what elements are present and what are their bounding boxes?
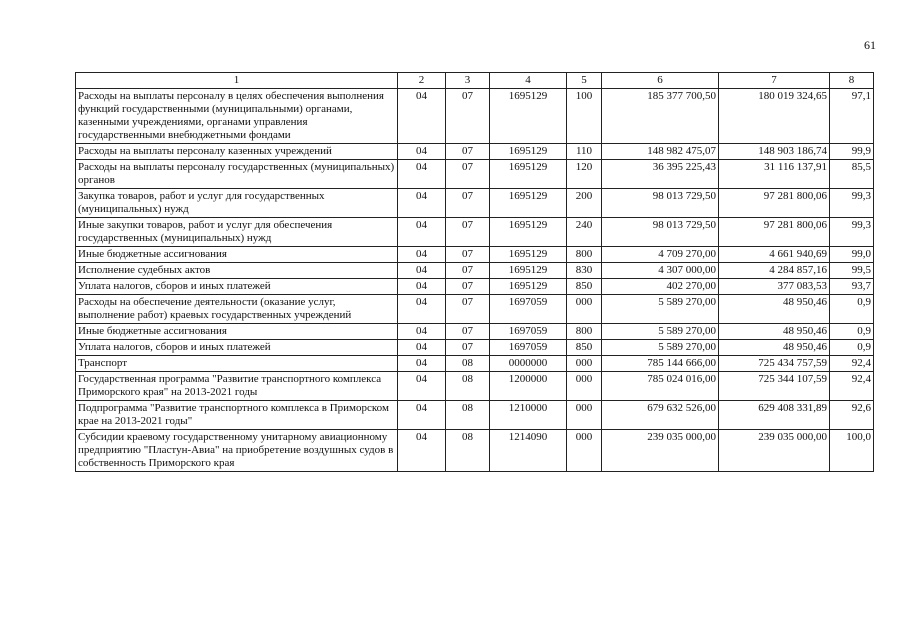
row-executed-amount-cell: 48 950,46 xyxy=(719,295,830,324)
row-executed-amount-cell: 629 408 331,89 xyxy=(719,401,830,430)
row-executed-amount-cell: 4 661 940,69 xyxy=(719,247,830,263)
row-expense-type-cell: 800 xyxy=(567,324,602,340)
row-planned-amount-cell: 4 709 270,00 xyxy=(602,247,719,263)
table-row xyxy=(76,340,874,356)
row-percent-cell: 0,9 xyxy=(830,340,874,356)
row-planned-amount-cell: 5 589 270,00 xyxy=(602,295,719,324)
row-name-cell: Иные бюджетные ассигнования xyxy=(76,324,398,340)
row-subsection-cell: 08 xyxy=(446,401,490,430)
row-subsection-cell: 07 xyxy=(446,160,490,189)
row-expense-type-cell: 110 xyxy=(567,144,602,160)
row-expense-type-cell: 000 xyxy=(567,295,602,324)
row-planned-amount-cell: 679 632 526,00 xyxy=(602,401,719,430)
table-row xyxy=(76,401,874,430)
row-name-cell: Расходы на выплаты персоналу государственных (муниципальных) органов xyxy=(76,160,398,189)
row-target-article-cell: 1695129 xyxy=(490,160,567,189)
row-expense-type-cell: 850 xyxy=(567,340,602,356)
page-number: 61 xyxy=(864,38,876,52)
column-header: 1 xyxy=(76,73,398,89)
table-row xyxy=(76,430,874,472)
table-row xyxy=(76,356,874,372)
row-subsection-cell: 08 xyxy=(446,430,490,472)
row-subsection-cell: 07 xyxy=(446,279,490,295)
row-name-cell: Закупка товаров, работ и услуг для государственных (муниципальных) нужд xyxy=(76,189,398,218)
row-planned-amount-cell: 5 589 270,00 xyxy=(602,324,719,340)
row-name-cell: Исполнение судебных актов xyxy=(76,263,398,279)
row-expense-type-cell: 240 xyxy=(567,218,602,247)
row-planned-amount-cell: 5 589 270,00 xyxy=(602,340,719,356)
row-percent-cell: 99,5 xyxy=(830,263,874,279)
row-percent-cell: 100,0 xyxy=(830,430,874,472)
row-expense-type-cell: 100 xyxy=(567,89,602,144)
row-target-article-cell: 1697059 xyxy=(490,295,567,324)
row-executed-amount-cell: 180 019 324,65 xyxy=(719,89,830,144)
row-executed-amount-cell: 239 035 000,00 xyxy=(719,430,830,472)
row-percent-cell: 85,5 xyxy=(830,160,874,189)
row-executed-amount-cell: 725 344 107,59 xyxy=(719,372,830,401)
row-percent-cell: 0,9 xyxy=(830,295,874,324)
row-expense-type-cell: 000 xyxy=(567,356,602,372)
row-section-cell: 04 xyxy=(398,89,446,144)
row-executed-amount-cell: 48 950,46 xyxy=(719,340,830,356)
row-percent-cell: 99,9 xyxy=(830,144,874,160)
row-target-article-cell: 1695129 xyxy=(490,263,567,279)
row-executed-amount-cell: 97 281 800,06 xyxy=(719,218,830,247)
row-section-cell: 04 xyxy=(398,295,446,324)
row-subsection-cell: 07 xyxy=(446,324,490,340)
row-subsection-cell: 07 xyxy=(446,263,490,279)
table-row xyxy=(76,144,874,160)
table-row xyxy=(76,295,874,324)
column-header: 7 xyxy=(719,73,830,89)
row-executed-amount-cell: 148 903 186,74 xyxy=(719,144,830,160)
row-section-cell: 04 xyxy=(398,324,446,340)
row-executed-amount-cell: 725 434 757,59 xyxy=(719,356,830,372)
row-expense-type-cell: 830 xyxy=(567,263,602,279)
row-subsection-cell: 07 xyxy=(446,144,490,160)
column-header: 4 xyxy=(490,73,567,89)
row-target-article-cell: 1695129 xyxy=(490,279,567,295)
row-target-article-cell: 1210000 xyxy=(490,401,567,430)
row-expense-type-cell: 000 xyxy=(567,430,602,472)
row-executed-amount-cell: 31 116 137,91 xyxy=(719,160,830,189)
row-percent-cell: 92,4 xyxy=(830,356,874,372)
row-planned-amount-cell: 98 013 729,50 xyxy=(602,189,719,218)
table-row xyxy=(76,160,874,189)
row-expense-type-cell: 120 xyxy=(567,160,602,189)
budget-table xyxy=(75,72,874,472)
row-percent-cell: 0,9 xyxy=(830,324,874,340)
row-subsection-cell: 07 xyxy=(446,340,490,356)
column-header-row xyxy=(76,73,874,89)
table-row xyxy=(76,263,874,279)
table-row xyxy=(76,372,874,401)
row-expense-type-cell: 000 xyxy=(567,401,602,430)
row-section-cell: 04 xyxy=(398,218,446,247)
table-row xyxy=(76,189,874,218)
row-percent-cell: 92,6 xyxy=(830,401,874,430)
row-name-cell: Иные закупки товаров, работ и услуг для обеспечения государственных (муниципальных) нужд xyxy=(76,218,398,247)
row-executed-amount-cell: 48 950,46 xyxy=(719,324,830,340)
row-planned-amount-cell: 36 395 225,43 xyxy=(602,160,719,189)
row-expense-type-cell: 850 xyxy=(567,279,602,295)
row-planned-amount-cell: 4 307 000,00 xyxy=(602,263,719,279)
row-percent-cell: 99,3 xyxy=(830,189,874,218)
row-planned-amount-cell: 98 013 729,50 xyxy=(602,218,719,247)
row-subsection-cell: 07 xyxy=(446,89,490,144)
row-section-cell: 04 xyxy=(398,356,446,372)
column-header: 2 xyxy=(398,73,446,89)
row-percent-cell: 92,4 xyxy=(830,372,874,401)
row-name-cell: Расходы на обеспечение деятельности (оказание услуг, выполнение работ) краевых государственных учреждений xyxy=(76,295,398,324)
table-row xyxy=(76,247,874,263)
row-planned-amount-cell: 148 982 475,07 xyxy=(602,144,719,160)
table-row xyxy=(76,89,874,144)
row-target-article-cell: 0000000 xyxy=(490,356,567,372)
table-row xyxy=(76,218,874,247)
row-subsection-cell: 08 xyxy=(446,372,490,401)
row-section-cell: 04 xyxy=(398,430,446,472)
row-planned-amount-cell: 239 035 000,00 xyxy=(602,430,719,472)
row-planned-amount-cell: 785 144 666,00 xyxy=(602,356,719,372)
row-percent-cell: 99,0 xyxy=(830,247,874,263)
row-name-cell: Подпрограмма "Развитие транспортного комплекса в Приморском крае на 2013-2021 годы" xyxy=(76,401,398,430)
row-expense-type-cell: 800 xyxy=(567,247,602,263)
row-planned-amount-cell: 785 024 016,00 xyxy=(602,372,719,401)
row-section-cell: 04 xyxy=(398,279,446,295)
row-name-cell: Уплата налогов, сборов и иных платежей xyxy=(76,340,398,356)
row-percent-cell: 93,7 xyxy=(830,279,874,295)
row-section-cell: 04 xyxy=(398,144,446,160)
row-name-cell: Транспорт xyxy=(76,356,398,372)
row-percent-cell: 97,1 xyxy=(830,89,874,144)
row-name-cell: Расходы на выплаты персоналу казенных учреждений xyxy=(76,144,398,160)
row-name-cell: Государственная программа "Развитие транспортного комплекса Приморского края" на 2013-2021 годы xyxy=(76,372,398,401)
row-percent-cell: 99,3 xyxy=(830,218,874,247)
row-target-article-cell: 1214090 xyxy=(490,430,567,472)
table-row xyxy=(76,279,874,295)
row-executed-amount-cell: 4 284 857,16 xyxy=(719,263,830,279)
row-planned-amount-cell: 185 377 700,50 xyxy=(602,89,719,144)
row-section-cell: 04 xyxy=(398,372,446,401)
row-name-cell: Иные бюджетные ассигнования xyxy=(76,247,398,263)
row-target-article-cell: 1695129 xyxy=(490,89,567,144)
column-header: 5 xyxy=(567,73,602,89)
row-expense-type-cell: 200 xyxy=(567,189,602,218)
row-name-cell: Расходы на выплаты персоналу в целях обеспечения выполнения функций государственными (муниципальными) органами, казенными учреждениями, органами управления государственными внебюджетными фондами xyxy=(76,89,398,144)
row-section-cell: 04 xyxy=(398,340,446,356)
column-header: 3 xyxy=(446,73,490,89)
row-subsection-cell: 07 xyxy=(446,295,490,324)
row-planned-amount-cell: 402 270,00 xyxy=(602,279,719,295)
row-target-article-cell: 1200000 xyxy=(490,372,567,401)
row-target-article-cell: 1697059 xyxy=(490,340,567,356)
row-subsection-cell: 07 xyxy=(446,218,490,247)
row-target-article-cell: 1695129 xyxy=(490,144,567,160)
row-expense-type-cell: 000 xyxy=(567,372,602,401)
table-row xyxy=(76,324,874,340)
column-header: 8 xyxy=(830,73,874,89)
row-section-cell: 04 xyxy=(398,247,446,263)
row-subsection-cell: 07 xyxy=(446,247,490,263)
row-name-cell: Уплата налогов, сборов и иных платежей xyxy=(76,279,398,295)
row-section-cell: 04 xyxy=(398,189,446,218)
row-subsection-cell: 08 xyxy=(446,356,490,372)
row-executed-amount-cell: 377 083,53 xyxy=(719,279,830,295)
row-target-article-cell: 1695129 xyxy=(490,247,567,263)
row-target-article-cell: 1695129 xyxy=(490,218,567,247)
row-target-article-cell: 1695129 xyxy=(490,189,567,218)
row-target-article-cell: 1697059 xyxy=(490,324,567,340)
row-subsection-cell: 07 xyxy=(446,189,490,218)
row-section-cell: 04 xyxy=(398,401,446,430)
row-section-cell: 04 xyxy=(398,160,446,189)
row-executed-amount-cell: 97 281 800,06 xyxy=(719,189,830,218)
row-name-cell: Субсидии краевому государственному унитарному авиационному предприятию "Пластун-Авиа" на приобретение воздушных судов в собственность Приморского края xyxy=(76,430,398,472)
column-header: 6 xyxy=(602,73,719,89)
row-section-cell: 04 xyxy=(398,263,446,279)
